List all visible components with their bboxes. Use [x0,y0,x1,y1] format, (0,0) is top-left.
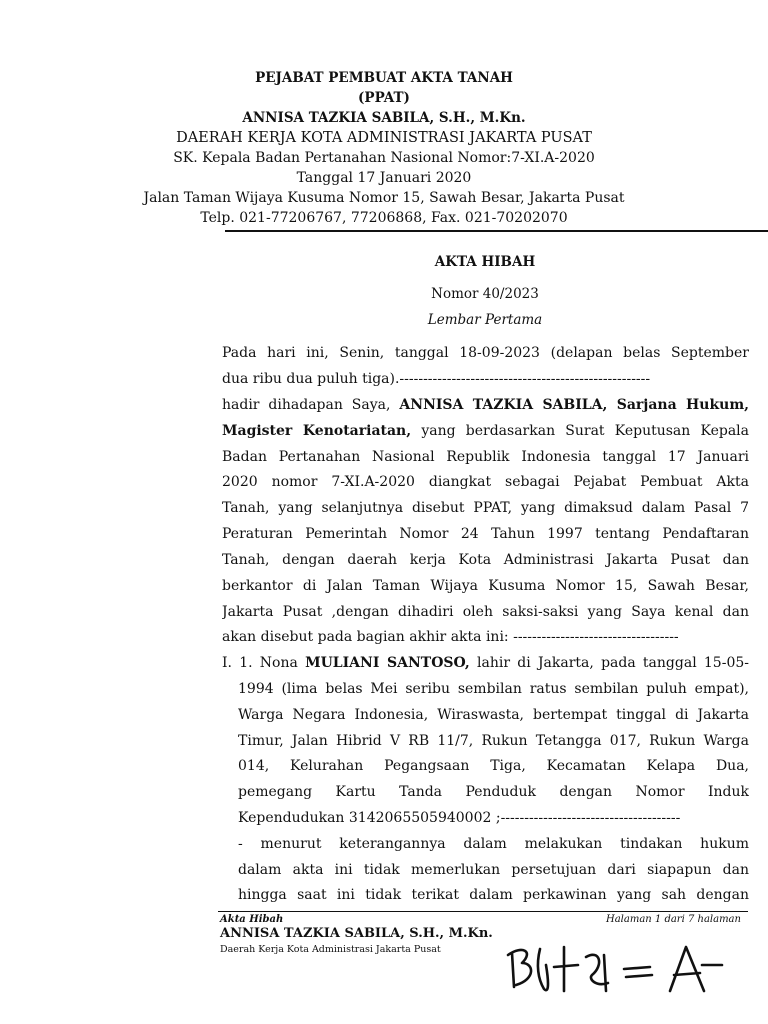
body-text: yang berdasarkan Surat Keputusan Kepala [421,423,749,439]
body-line: Peraturan Pemerintah Nomor 24 Tahun 1997 tentang Pendaftaran [222,526,749,542]
office-contact: Telp. 021-77206767, 77206868, Fax. 021-70202070 [200,210,568,226]
party-line: dalam akta ini tidak memerlukan persetujuan dari siapapun dan [238,862,749,878]
footer-page-label: Halaman 1 dari 7 halaman [606,914,741,925]
work-area: DAERAH KERJA KOTA ADMINISTRASI JAKARTA PUSAT [176,130,592,146]
letterhead-divider [225,230,768,232]
party-line: - menurut keterangannya dalam melakukan tindakan hukum [238,836,749,852]
party-line: Warga Negara Indonesia, Wiraswasta, bertempat tinggal di Jakarta [238,707,749,723]
footer-official-name: ANNISA TAZKIA SABILA, S.H., M.Kn. [220,926,493,941]
decree-number: SK. Kepala Badan Pertanahan Nasional Nomor:7-XI.A-2020 [173,150,595,166]
party-line: Kependudukan 3142065505940002 ;-------------------------------------- [238,810,681,826]
body-line: Jakarta Pusat ,dengan dihadiri oleh saksi-saksi yang Saya kenal dan [222,604,749,620]
body-line: Tanah, dengan daerah kerja Kota Administrasi Jakarta Pusat dan [222,552,749,568]
deed-heading [0,252,768,330]
initials-signature [500,935,730,1005]
office-abbreviation: (PPAT) [358,90,410,106]
body-line: Badan Pertanahan Nasional Republik Indonesia tanggal 17 Januari [222,449,749,465]
letterhead [0,68,768,228]
party-text: lahir di Jakarta, pada tanggal 15-05- [477,655,749,671]
party-line [222,653,749,673]
body-line: dua ribu dua puluh tiga).----------------------------------------------------- [222,371,651,387]
party-line: Timur, Jalan Hibrid V RB 11/7, Rukun Tetangga 017, Rukun Warga [238,733,749,749]
body-line: 2020 nomor 7-XI.A-2020 diangkat sebagai Pejabat Pembuat Akta [222,474,749,490]
deed-title: AKTA HIBAH [434,254,536,270]
footer-divider [218,911,748,912]
party-line: 014, Kelurahan Pegangsaan Tiga, Kecamatan Kelapa Dua, [238,758,749,774]
official-name-inline: ANNISA TAZKIA SABILA, Sarjana Hukum, [399,397,749,413]
body-line: Pada hari ini, Senin, tanggal 18-09-2023 (delapan belas September [222,345,749,361]
body-line: berkantor di Jalan Taman Wijaya Kusuma Nomor 15, Sawah Besar, [222,578,749,594]
party-line: pemegang Kartu Tanda Penduduk dengan Nomor Induk [238,784,749,800]
official-name: ANNISA TAZKIA SABILA, S.H., M.Kn. [242,110,526,126]
official-title-inline: Magister Kenotariatan, [222,423,412,439]
body-line [222,395,749,415]
body-text: hadir dihadapan Saya, [222,397,391,413]
party-line: 1994 (lima belas Mei seribu sembilan ratus sembilan puluh empat), [238,681,749,697]
deed-number: Nomor 40/2023 [431,286,539,302]
body-line: Tanah, yang selanjutnya disebut PPAT, yang dimaksud dalam Pasal 7 [222,500,749,516]
decree-date: Tanggal 17 Januari 2020 [296,170,472,186]
deed-sheet: Lembar Pertama [427,312,543,328]
office-address: Jalan Taman Wijaya Kusuma Nomor 15, Sawah Besar, Jakarta Pusat [143,190,625,206]
body-line [222,421,749,441]
party-number: I. 1. Nona [222,655,298,671]
party-name: MULIANI SANTOSO, [305,655,470,671]
office-title: PEJABAT PEMBUAT AKTA TANAH [255,70,513,86]
party-line: hingga saat ini tidak terikat dalam perkawinan yang sah dengan [238,887,749,903]
body-line: akan disebut pada bagian akhir akta ini: ----------------------------------- [222,629,679,645]
footer-deed-label: Akta Hibah [220,914,284,925]
footer-work-area: Daerah Kerja Kota Administrasi Jakarta Pusat [220,944,441,955]
